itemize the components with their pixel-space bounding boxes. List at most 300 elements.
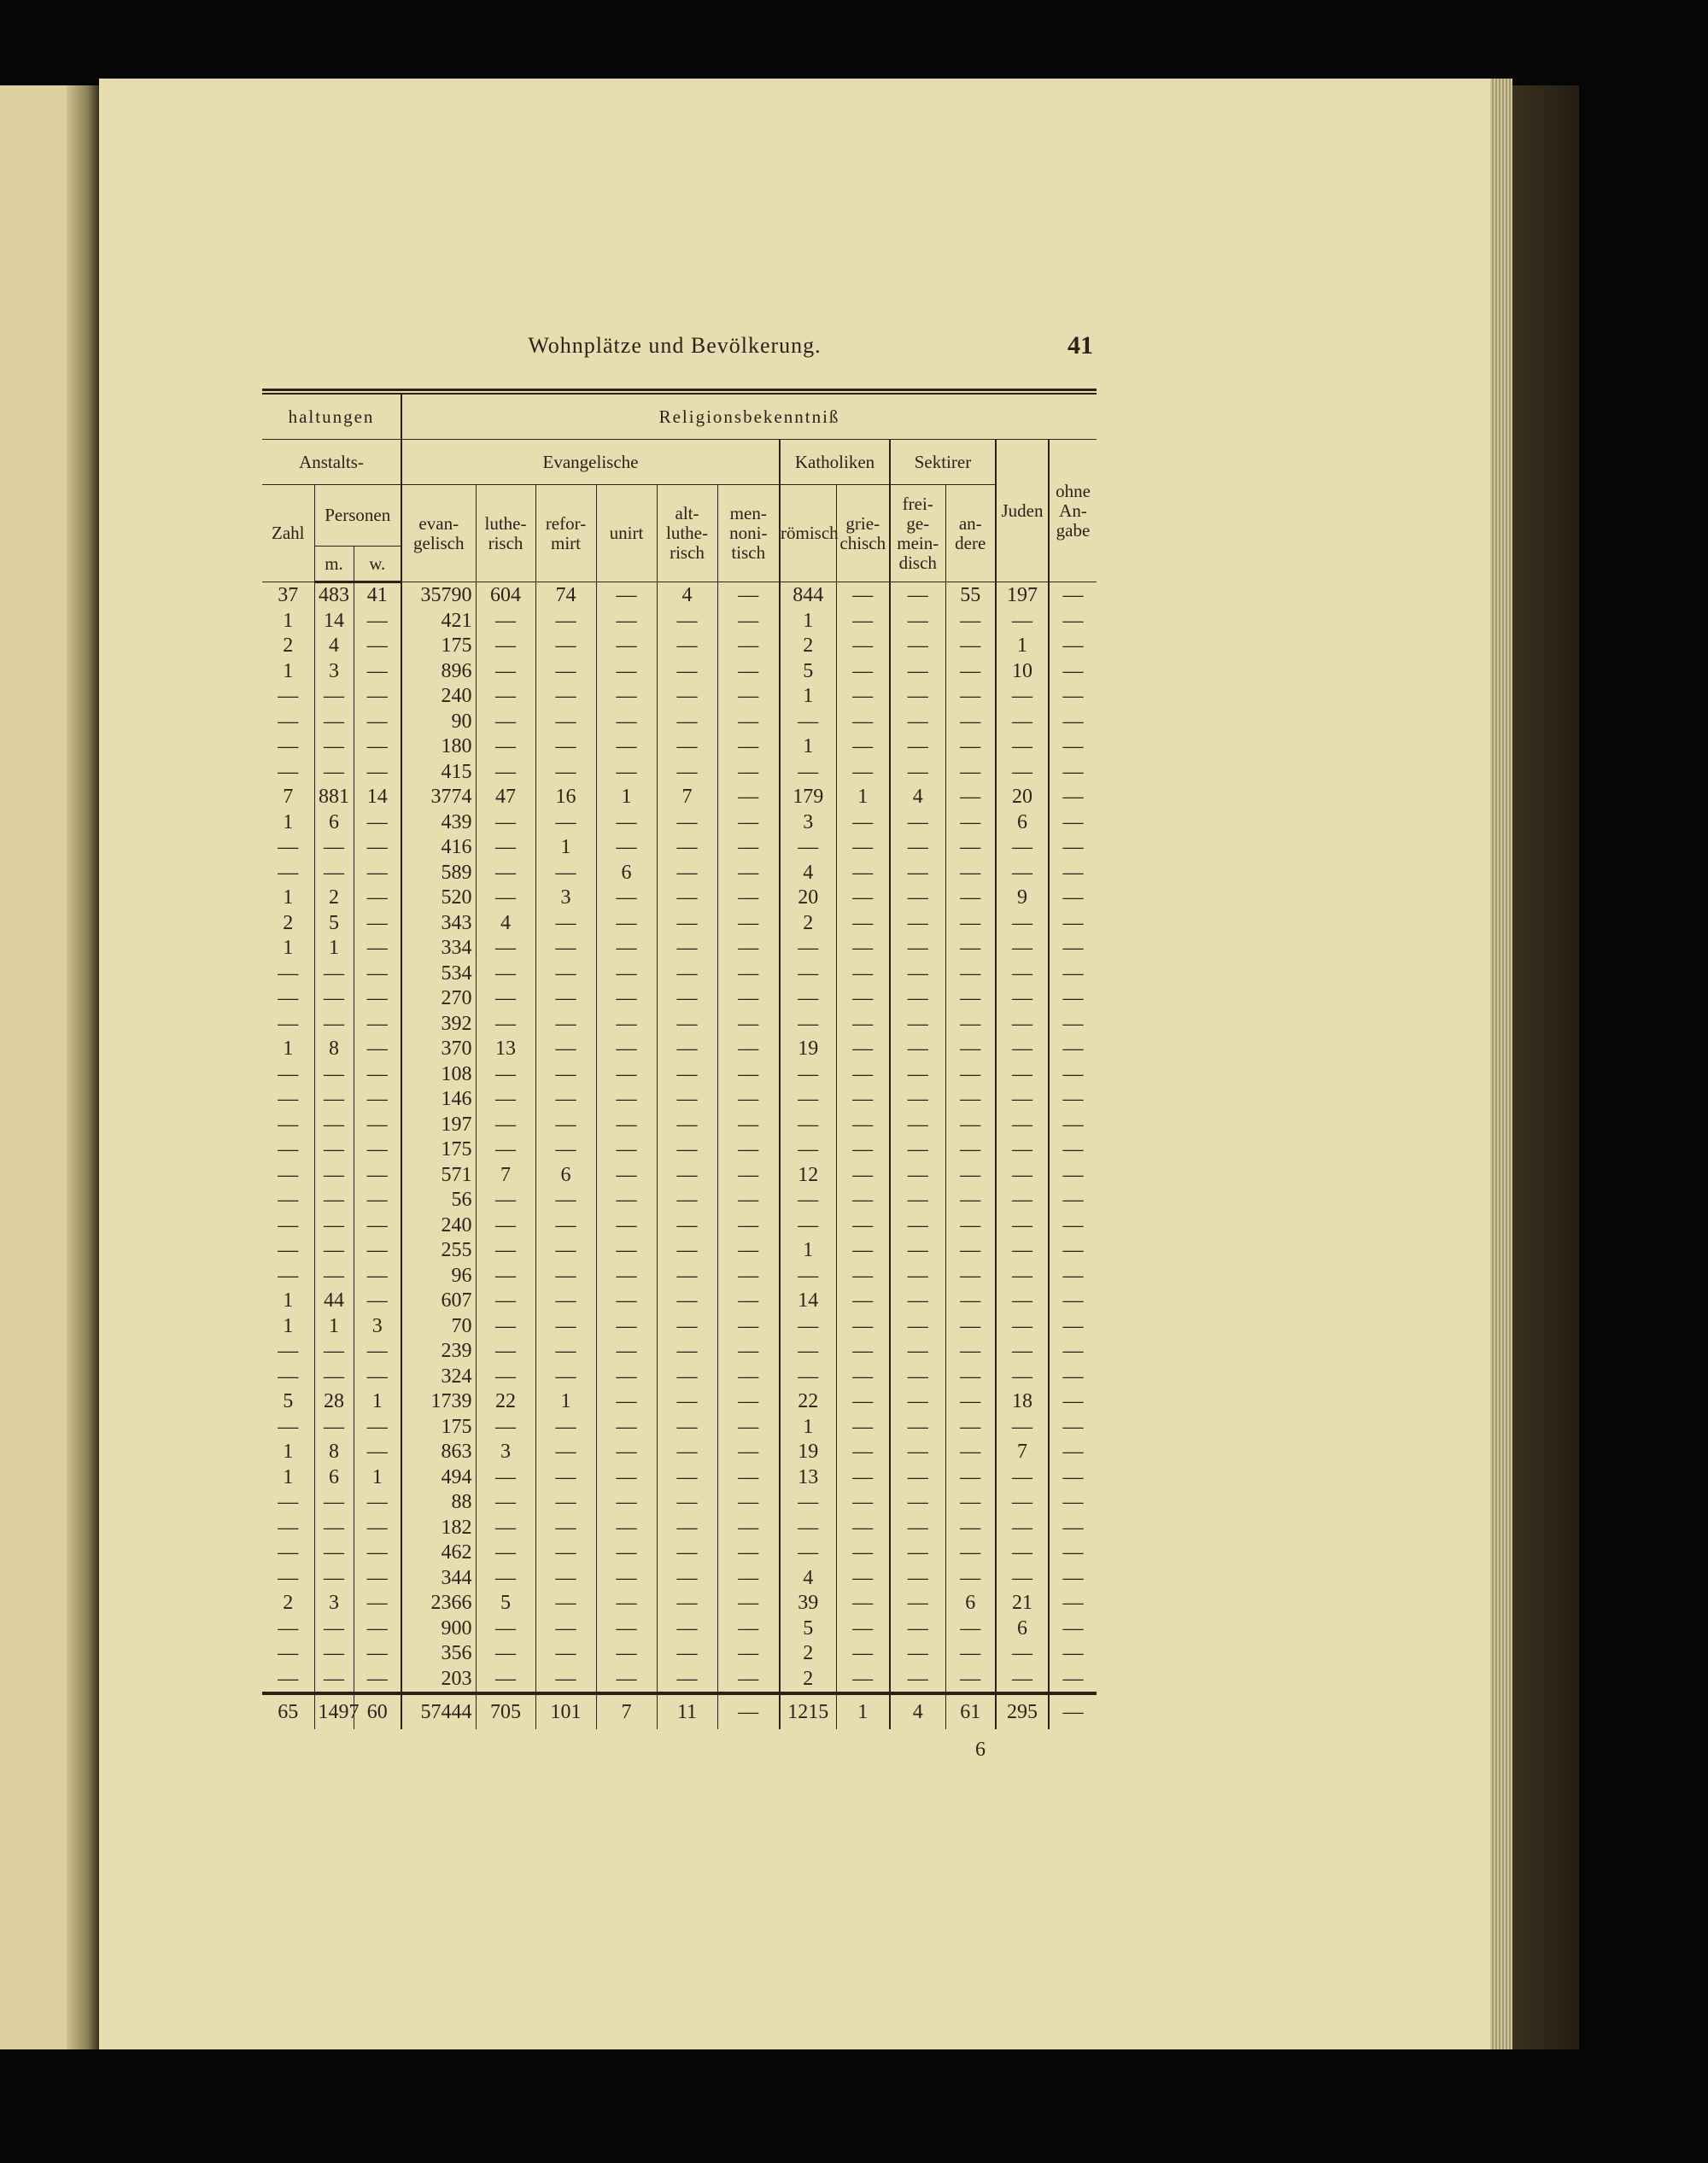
cell-personen-w: — (354, 886, 401, 911)
cell-andere: — (945, 1012, 996, 1038)
table-row (262, 1188, 1097, 1213)
cell-reformirt: — (535, 1289, 596, 1314)
cell-freigemeindisch: — (890, 1289, 945, 1314)
cell-reformirt: 101 (535, 1693, 596, 1729)
cell-ohne-angabe: — (1049, 886, 1097, 911)
running-head: Wohnplätze und Bevölkerung. (528, 333, 822, 358)
cell-personen-m: — (314, 1062, 354, 1088)
cell-evangelisch: 534 (401, 962, 476, 987)
table-row (262, 1339, 1097, 1365)
cell-altlutherisch: 7 (657, 785, 717, 810)
cell-lutherisch: — (476, 810, 535, 836)
cell-unirt: — (596, 1516, 657, 1541)
cell-ohne-angabe: — (1049, 634, 1097, 659)
cell-griechisch: — (836, 861, 890, 886)
header-griechisch: grie- chisch (836, 485, 890, 582)
cell-freigemeindisch: — (890, 1238, 945, 1264)
cell-personen-m: 3 (314, 1591, 354, 1616)
cell-lutherisch: — (476, 1339, 535, 1365)
cell-freigemeindisch: — (890, 1465, 945, 1491)
cell-reformirt: — (535, 936, 596, 962)
cell-mennonitisch: — (717, 911, 780, 937)
table-row (262, 1062, 1097, 1088)
cell-mennonitisch: — (717, 886, 780, 911)
cell-mennonitisch: — (717, 1137, 780, 1163)
cell-lutherisch: — (476, 1566, 535, 1592)
cell-personen-w: — (354, 835, 401, 861)
cell-zahl: 7 (262, 785, 314, 810)
cell-griechisch: — (836, 634, 890, 659)
cell-mennonitisch: — (717, 1566, 780, 1592)
cell-juden: — (996, 1566, 1049, 1592)
cell-zahl: 1 (262, 1314, 314, 1340)
cell-griechisch: 1 (836, 1693, 890, 1729)
cell-ohne-angabe: — (1049, 1163, 1097, 1189)
cell-personen-m: — (314, 1213, 354, 1239)
cell-lutherisch: — (476, 1012, 535, 1038)
cell-altlutherisch: — (657, 659, 717, 685)
cell-juden: — (996, 1540, 1049, 1566)
cell-reformirt: — (535, 1516, 596, 1541)
cell-evangelisch: 175 (401, 1137, 476, 1163)
cell-ohne-angabe: — (1049, 835, 1097, 861)
cell-freigemeindisch: — (890, 962, 945, 987)
cell-unirt: — (596, 1667, 657, 1694)
cell-juden: — (996, 986, 1049, 1012)
cell-evangelisch: 180 (401, 734, 476, 760)
cell-freigemeindisch: — (890, 760, 945, 786)
table-row (262, 810, 1097, 836)
cell-freigemeindisch: — (890, 1339, 945, 1365)
cell-zahl: — (262, 1163, 314, 1189)
cell-personen-m: — (314, 1365, 354, 1390)
cell-evangelisch: 607 (401, 1289, 476, 1314)
cell-evangelisch: 182 (401, 1516, 476, 1541)
cell-zahl: — (262, 1516, 314, 1541)
cell-personen-m: — (314, 1163, 354, 1189)
cell-mennonitisch: — (717, 1037, 780, 1062)
header-katholiken: Katholiken (780, 440, 890, 485)
cell-andere: — (945, 1087, 996, 1113)
cell-personen-m: — (314, 1540, 354, 1566)
cell-griechisch: — (836, 734, 890, 760)
cell-ohne-angabe: — (1049, 936, 1097, 962)
cell-zahl: 1 (262, 1289, 314, 1314)
cell-andere: — (945, 1314, 996, 1340)
cell-unirt: — (596, 1062, 657, 1088)
cell-zahl: — (262, 835, 314, 861)
table-row (262, 1667, 1097, 1694)
table-row (262, 1641, 1097, 1667)
cell-personen-w: — (354, 1163, 401, 1189)
cell-griechisch: — (836, 659, 890, 685)
cell-griechisch: — (836, 986, 890, 1012)
cell-personen-w: — (354, 1641, 401, 1667)
cell-ohne-angabe: — (1049, 582, 1097, 609)
cell-unirt: — (596, 1465, 657, 1491)
cell-lutherisch: — (476, 684, 535, 710)
cell-zahl: — (262, 861, 314, 886)
data-table (262, 394, 1097, 1729)
cell-mennonitisch: — (717, 1188, 780, 1213)
cell-zahl: — (262, 710, 314, 735)
cell-reformirt: — (535, 1415, 596, 1441)
cell-zahl: — (262, 1490, 314, 1516)
cell-juden: 6 (996, 1616, 1049, 1642)
cell-ohne-angabe: — (1049, 1490, 1097, 1516)
cell-juden: 18 (996, 1389, 1049, 1415)
cell-personen-w: — (354, 1667, 401, 1694)
cell-reformirt: — (535, 986, 596, 1012)
cell-griechisch: — (836, 835, 890, 861)
cell-altlutherisch: — (657, 861, 717, 886)
cell-ohne-angabe: — (1049, 1465, 1097, 1491)
signature-mark: 6 (975, 1739, 986, 1761)
cell-personen-m: — (314, 1264, 354, 1289)
cell-ohne-angabe: — (1049, 1616, 1097, 1642)
cell-andere: — (945, 835, 996, 861)
cell-personen-w: — (354, 1516, 401, 1541)
cell-andere: — (945, 1616, 996, 1642)
cell-evangelisch: 88 (401, 1490, 476, 1516)
cell-lutherisch: — (476, 1087, 535, 1113)
cell-griechisch: — (836, 1289, 890, 1314)
cell-ohne-angabe: — (1049, 861, 1097, 886)
cell-andere: — (945, 1465, 996, 1491)
cell-reformirt: — (535, 1087, 596, 1113)
cell-reformirt: — (535, 1591, 596, 1616)
cell-ohne-angabe: — (1049, 1113, 1097, 1138)
cell-personen-m: 6 (314, 810, 354, 836)
cell-unirt: — (596, 1113, 657, 1138)
cell-roemisch: — (780, 710, 836, 735)
cell-freigemeindisch: — (890, 1163, 945, 1189)
table-row (262, 986, 1097, 1012)
cell-personen-m: — (314, 684, 354, 710)
cell-lutherisch: — (476, 1213, 535, 1239)
cell-zahl: 2 (262, 911, 314, 937)
header-reformirt: refor- mirt (535, 485, 596, 582)
cell-evangelisch: 146 (401, 1087, 476, 1113)
cell-reformirt: 3 (535, 886, 596, 911)
cell-personen-w: — (354, 962, 401, 987)
cell-unirt: — (596, 1566, 657, 1592)
cell-evangelisch: 239 (401, 1339, 476, 1365)
cell-zahl: 1 (262, 886, 314, 911)
cell-personen-m: 3 (314, 659, 354, 685)
cell-roemisch: 5 (780, 659, 836, 685)
cell-evangelisch: 70 (401, 1314, 476, 1340)
cell-roemisch: — (780, 1188, 836, 1213)
cell-evangelisch: 370 (401, 1037, 476, 1062)
cell-ohne-angabe: — (1049, 1693, 1097, 1729)
cell-mennonitisch: — (717, 1667, 780, 1694)
cell-andere: — (945, 1113, 996, 1138)
cell-andere: — (945, 886, 996, 911)
cell-roemisch: 20 (780, 886, 836, 911)
cell-altlutherisch: — (657, 1289, 717, 1314)
cell-ohne-angabe: — (1049, 1641, 1097, 1667)
cell-mennonitisch: — (717, 760, 780, 786)
cell-juden: — (996, 1238, 1049, 1264)
cell-juden: — (996, 1264, 1049, 1289)
table-row (262, 1264, 1097, 1289)
header-weiblich: w. (354, 547, 401, 582)
cell-roemisch: — (780, 1490, 836, 1516)
cell-ohne-angabe: — (1049, 1339, 1097, 1365)
cell-roemisch: — (780, 1062, 836, 1088)
cell-andere: — (945, 861, 996, 886)
cell-andere: 6 (945, 1591, 996, 1616)
cell-andere: — (945, 1365, 996, 1390)
cell-mennonitisch: — (717, 1087, 780, 1113)
table-row (262, 1540, 1097, 1566)
cell-juden: — (996, 1062, 1049, 1088)
cell-lutherisch: 47 (476, 785, 535, 810)
table-row (262, 710, 1097, 735)
table-row (262, 1365, 1097, 1390)
cell-evangelisch: 240 (401, 684, 476, 710)
cell-evangelisch: 240 (401, 1213, 476, 1239)
cell-lutherisch: 7 (476, 1163, 535, 1189)
cell-juden: — (996, 609, 1049, 634)
table-row (262, 785, 1097, 810)
cell-mennonitisch: — (717, 810, 780, 836)
cell-unirt: — (596, 1490, 657, 1516)
cell-reformirt: — (535, 1012, 596, 1038)
cell-freigemeindisch: — (890, 1616, 945, 1642)
cell-lutherisch: — (476, 1540, 535, 1566)
cell-lutherisch: — (476, 609, 535, 634)
cell-mennonitisch: — (717, 1264, 780, 1289)
cell-zahl: 1 (262, 1037, 314, 1062)
cell-freigemeindisch: — (890, 1591, 945, 1616)
page-number: 41 (1068, 331, 1093, 360)
cell-evangelisch: 108 (401, 1062, 476, 1088)
header-lutherisch: luthe- risch (476, 485, 535, 582)
cell-griechisch: — (836, 1213, 890, 1239)
cell-personen-m: 6 (314, 1465, 354, 1491)
header-zahl: Zahl (262, 485, 314, 582)
cell-ohne-angabe: — (1049, 1389, 1097, 1415)
cell-personen-w: — (354, 1616, 401, 1642)
cell-personen-m: — (314, 1188, 354, 1213)
cell-reformirt: — (535, 962, 596, 987)
cell-unirt: — (596, 1591, 657, 1616)
cell-roemisch: 13 (780, 1465, 836, 1491)
cell-personen-w: — (354, 1264, 401, 1289)
table-row (262, 684, 1097, 710)
cell-juden: — (996, 1037, 1049, 1062)
cell-lutherisch: — (476, 1516, 535, 1541)
cell-evangelisch: 175 (401, 634, 476, 659)
cell-lutherisch: 705 (476, 1693, 535, 1729)
cell-reformirt: — (535, 1540, 596, 1566)
cell-ohne-angabe: — (1049, 1566, 1097, 1592)
cell-freigemeindisch: — (890, 1440, 945, 1465)
cell-lutherisch: — (476, 1264, 535, 1289)
cell-reformirt: — (535, 634, 596, 659)
cell-mennonitisch: — (717, 634, 780, 659)
cell-juden: — (996, 1213, 1049, 1239)
cell-zahl: — (262, 1062, 314, 1088)
cell-mennonitisch: — (717, 1365, 780, 1390)
cell-evangelisch: 334 (401, 936, 476, 962)
cell-mennonitisch: — (717, 582, 780, 609)
cell-mennonitisch: — (717, 936, 780, 962)
header-altlutherisch: alt- luthe- risch (657, 485, 717, 582)
cell-altlutherisch: — (657, 609, 717, 634)
cell-personen-m: — (314, 1566, 354, 1592)
cell-juden: — (996, 861, 1049, 886)
cell-juden: — (996, 710, 1049, 735)
cell-roemisch: 1215 (780, 1693, 836, 1729)
cell-reformirt: — (535, 1339, 596, 1365)
cell-lutherisch: — (476, 1490, 535, 1516)
cell-juden: — (996, 1163, 1049, 1189)
cell-personen-m: 14 (314, 609, 354, 634)
cell-reformirt: — (535, 1113, 596, 1138)
cell-andere: — (945, 810, 996, 836)
cell-reformirt: — (535, 1213, 596, 1239)
cell-zahl: — (262, 1641, 314, 1667)
cell-evangelisch: 589 (401, 861, 476, 886)
cell-griechisch: — (836, 1087, 890, 1113)
cell-altlutherisch: — (657, 760, 717, 786)
cell-evangelisch: 255 (401, 1238, 476, 1264)
cell-freigemeindisch: — (890, 861, 945, 886)
header-ohne-angabe: ohne An- gabe (1049, 440, 1097, 582)
table-row (262, 962, 1097, 987)
cell-personen-w: — (354, 1289, 401, 1314)
cell-personen-w: — (354, 1540, 401, 1566)
cell-andere: — (945, 986, 996, 1012)
header-maennlich: m. (314, 547, 354, 582)
cell-juden: — (996, 962, 1049, 987)
cell-altlutherisch: — (657, 1188, 717, 1213)
cell-griechisch: — (836, 609, 890, 634)
cell-mennonitisch: — (717, 1465, 780, 1491)
cell-unirt: — (596, 734, 657, 760)
cell-ohne-angabe: — (1049, 1415, 1097, 1441)
total-row (262, 1693, 1097, 1729)
cell-griechisch: — (836, 810, 890, 836)
cell-evangelisch: 175 (401, 1415, 476, 1441)
page-edges (1490, 79, 1512, 2049)
cell-ohne-angabe: — (1049, 1516, 1097, 1541)
cell-andere: — (945, 1415, 996, 1441)
cell-zahl: — (262, 1415, 314, 1441)
cell-personen-w: 3 (354, 1314, 401, 1340)
cell-reformirt: 6 (535, 1163, 596, 1189)
cell-lutherisch: — (476, 659, 535, 685)
table-row (262, 1012, 1097, 1038)
cell-roemisch: 1 (780, 1415, 836, 1441)
cell-altlutherisch: — (657, 1415, 717, 1441)
cell-lutherisch: — (476, 936, 535, 962)
cell-evangelisch: 356 (401, 1641, 476, 1667)
cell-altlutherisch: — (657, 1490, 717, 1516)
cell-freigemeindisch: — (890, 886, 945, 911)
cell-freigemeindisch: — (890, 659, 945, 685)
cell-juden: 9 (996, 886, 1049, 911)
cell-reformirt: — (535, 1365, 596, 1390)
cell-evangelisch: 421 (401, 609, 476, 634)
cell-juden: — (996, 1339, 1049, 1365)
cell-andere: 61 (945, 1693, 996, 1729)
cell-lutherisch: — (476, 760, 535, 786)
cell-ohne-angabe: — (1049, 684, 1097, 710)
cell-freigemeindisch: — (890, 1188, 945, 1213)
cell-altlutherisch: 4 (657, 582, 717, 609)
cell-lutherisch: — (476, 1137, 535, 1163)
cell-griechisch: — (836, 1415, 890, 1441)
cell-mennonitisch: — (717, 861, 780, 886)
table-row (262, 911, 1097, 937)
cell-griechisch: — (836, 936, 890, 962)
cell-zahl: — (262, 1188, 314, 1213)
cell-personen-w: 1 (354, 1389, 401, 1415)
cell-reformirt: — (535, 1188, 596, 1213)
cell-roemisch: 1 (780, 734, 836, 760)
cell-griechisch: — (836, 886, 890, 911)
cell-griechisch: — (836, 582, 890, 609)
cell-freigemeindisch: — (890, 1062, 945, 1088)
cell-evangelisch: 863 (401, 1440, 476, 1465)
cell-unirt: — (596, 1540, 657, 1566)
table-row (262, 1137, 1097, 1163)
cell-freigemeindisch: — (890, 936, 945, 962)
cell-juden: 295 (996, 1693, 1049, 1729)
cell-juden: — (996, 1314, 1049, 1340)
cell-mennonitisch: — (717, 986, 780, 1012)
cell-personen-m: — (314, 1012, 354, 1038)
cell-roemisch: — (780, 962, 836, 987)
cell-personen-w: 14 (354, 785, 401, 810)
cell-roemisch: 1 (780, 1238, 836, 1264)
cell-andere: — (945, 659, 996, 685)
cell-unirt: 7 (596, 1693, 657, 1729)
cell-andere: — (945, 911, 996, 937)
table-row (262, 634, 1097, 659)
cell-personen-m: 8 (314, 1037, 354, 1062)
table-row (262, 734, 1097, 760)
cell-freigemeindisch: — (890, 1365, 945, 1390)
cell-andere: — (945, 1037, 996, 1062)
cell-zahl: 1 (262, 659, 314, 685)
header-anstalts: Anstalts- (262, 440, 401, 485)
cell-freigemeindisch: — (890, 684, 945, 710)
cell-andere: — (945, 1641, 996, 1667)
cell-personen-m: 8 (314, 1440, 354, 1465)
cell-zahl: — (262, 1238, 314, 1264)
header-evangelische: Evangelische (401, 440, 780, 485)
cell-roemisch: — (780, 760, 836, 786)
cell-roemisch: — (780, 1213, 836, 1239)
cell-roemisch: — (780, 1264, 836, 1289)
cell-mennonitisch: — (717, 734, 780, 760)
cell-altlutherisch: — (657, 1037, 717, 1062)
cell-freigemeindisch: — (890, 634, 945, 659)
cell-juden: — (996, 1137, 1049, 1163)
cell-mennonitisch: — (717, 962, 780, 987)
cell-reformirt: — (535, 1137, 596, 1163)
cell-unirt: — (596, 1188, 657, 1213)
cell-unirt: — (596, 1012, 657, 1038)
cell-altlutherisch: — (657, 1389, 717, 1415)
cell-lutherisch: 604 (476, 582, 535, 609)
cell-personen-w: — (354, 1113, 401, 1138)
